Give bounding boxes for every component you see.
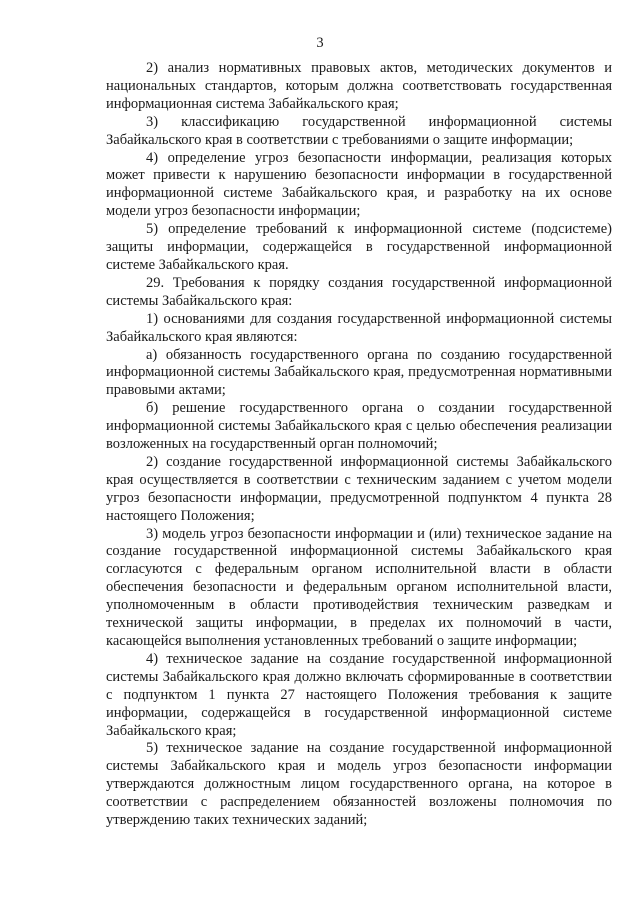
paragraph-section-29: 29. Требования к порядку создания государственной информационной системы Забайкальского края: <box>106 274 612 309</box>
paragraph-grounds-b: б) решение государственного органа о создании государственной информационной системы Забайкальского края с целью обеспечения реализации возложенных на государственный орган полномочий; <box>106 400 612 453</box>
paragraph-creation: 2) создание государственной информационной системы Забайкальского края осуществляется в соответствии с техническим заданием с учетом модели угроз безопасности информации, предусмотренной подпунктом 4 пункта 28 настоящего Положения; <box>106 453 612 524</box>
paragraph-threats: 4) определение угроз безопасности информации, реализация которых может привести к нарушению безопасности информации в государственной информационной системе Забайкальского края, и разработку на их основе модели угроз безопасности информации; <box>106 149 612 220</box>
paragraph-technical-task: 4) техническое задание на создание государственной информационной системы Забайкальского края должно включать сформированные в соответствии с подпунктом 1 пункта 27 настоящего Положения требования к защите информации, содержащейся в государственной информационной системе Забайкальского края; <box>106 650 612 739</box>
paragraph-requirements: 5) определение требований к информационной системе (подсистеме) защиты информации, содержащейся в государственной информационной системе Забайкальского края. <box>106 221 612 273</box>
paragraph-approval-coordination: 3) модель угроз безопасности информации и (или) техническое задание на создание государственной информационной системы Забайкальского края согласуются с федеральным органом исполнительной власти в области обеспечения безопасности и федеральным органом исполнительной власти, уполномоченным в области противодействия техническим разведкам и технической защиты информации, в пределах их полномочий в части, касающейся выполнения установленных требований о защите информации; <box>106 525 612 649</box>
paragraph-grounds-a: а) обязанность государственного органа по созданию государственной информационной системы Забайкальского края, предусмотренная нормативными правовыми актами; <box>106 346 612 399</box>
paragraph-approval: 5) техническое задание на создание государственной информационной системы Забайкальского края и модель угроз безопасности информации утверждаются должностным лицом государственного органа, на которое в соответствии с распределением обязанностей возложены полномочия по утверждению таких технических заданий; <box>106 740 612 829</box>
paragraph-classification: 3) классификацию государственной информационной системы Забайкальского края в соответствии с требованиями о защите информации; <box>106 113 612 148</box>
paragraph-grounds: 1) основаниями для создания государственной информационной системы Забайкальского края являются: <box>106 310 612 345</box>
paragraph-analysis: 2) анализ нормативных правовых актов, методических документов и национальных стандартов, которым должна соответствовать государственная информационная система Забайкальского края; <box>106 60 612 112</box>
page-number: 3 <box>316 35 324 51</box>
document-body <box>106 60 612 830</box>
